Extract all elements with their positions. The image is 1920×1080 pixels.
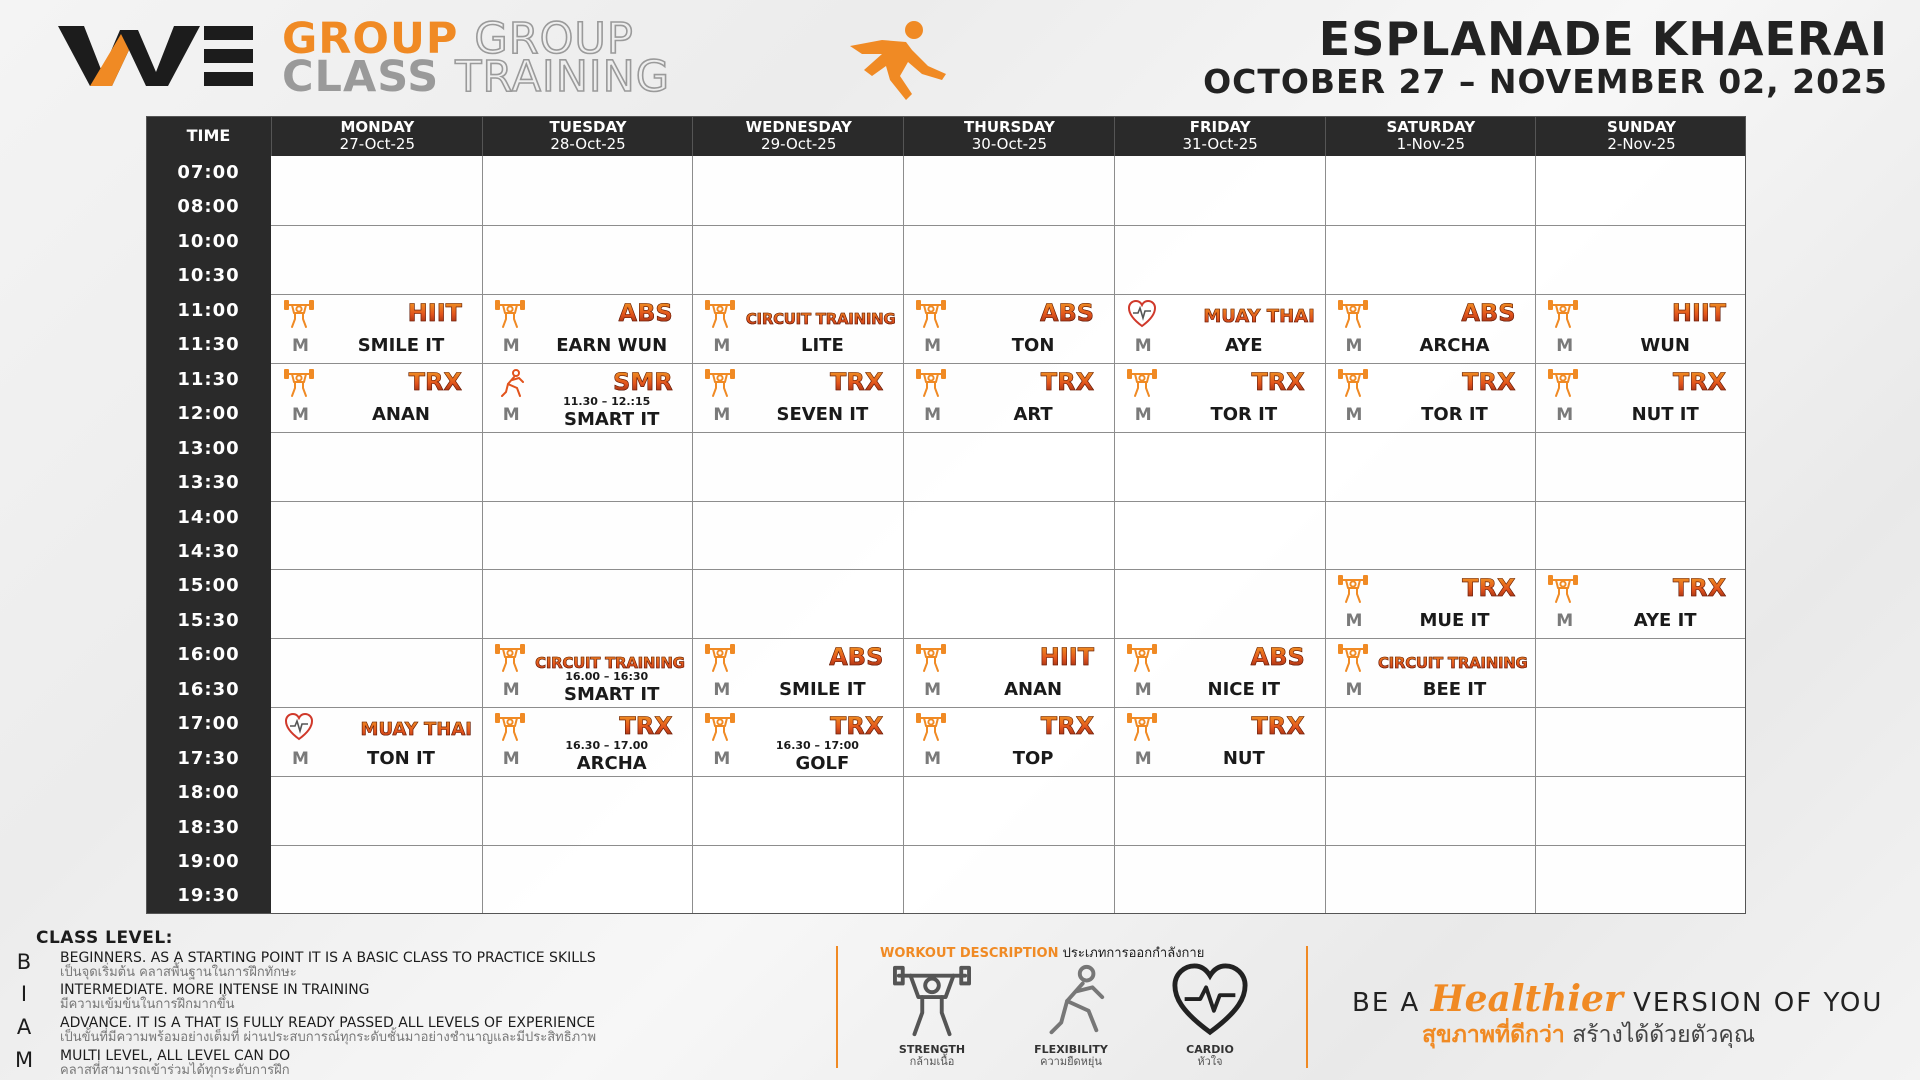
class-level: M	[924, 749, 942, 770]
time-slot-label: 13:00	[177, 437, 240, 459]
tagline-script: Healthier	[1430, 978, 1623, 1020]
class-level: M	[1134, 680, 1152, 701]
class-level-row	[12, 948, 792, 981]
class-level-description: BEGINNERS. AS A STARTING POINT IT IS A BASIC CLASS TO PRACTICE SKILLS	[60, 950, 596, 966]
class-entry[interactable]	[483, 708, 691, 776]
strength-icon	[1127, 643, 1157, 673]
class-level: M	[924, 404, 942, 425]
strength-icon	[916, 299, 946, 329]
class-level: M	[713, 680, 731, 701]
tagline-thai-rest: สร้างได้ด้วยตัวคุณ	[1572, 1022, 1756, 1048]
class-time-note: 16.00 – 16:30	[565, 670, 649, 684]
class-level: M	[1134, 404, 1152, 425]
class-trainer: SMART IT	[563, 408, 660, 430]
tagline-thai-accent: สุขภาพที่ดีกว่า	[1422, 1022, 1565, 1048]
strength-icon	[893, 962, 971, 1040]
flexibility-label-th: ความยืดหยุ่น	[1040, 1055, 1102, 1068]
time-slot-label: 16:30	[177, 678, 240, 700]
class-level-letter: A	[16, 1015, 32, 1039]
day-date: 2-Nov-25	[1607, 135, 1676, 153]
class-level: M	[924, 680, 942, 701]
title-group-orange: GROUP	[282, 14, 459, 64]
tagline-pre: BE A	[1352, 988, 1421, 1018]
class-name: TRX	[1040, 367, 1095, 396]
strength-icon	[495, 299, 525, 329]
day-name: FRIDAY	[1189, 118, 1251, 136]
title-group-outline: GROUP	[474, 14, 634, 64]
class-entry[interactable]	[693, 708, 901, 776]
day-date: 29-Oct-25	[761, 135, 837, 153]
class-entry[interactable]	[1115, 708, 1323, 776]
class-level: M	[1345, 404, 1363, 425]
class-entry[interactable]	[693, 639, 901, 707]
class-level: M	[713, 335, 731, 356]
time-slot-label: 14:30	[177, 540, 240, 562]
class-level-description: MULTI LEVEL, ALL LEVEL CAN DO	[60, 1048, 291, 1064]
class-trainer: SMILE IT	[357, 334, 445, 356]
class-level-title: CLASS LEVEL:	[36, 928, 173, 948]
workout-description-th: ประเภทการออกกำลังกาย	[1062, 946, 1205, 961]
class-level-description-th: มีความเข้มข้นในการฝึกมากขึ้น	[60, 997, 235, 1012]
strength-icon	[1338, 299, 1368, 329]
strength-icon	[284, 299, 314, 329]
day-name: MONDAY	[340, 118, 415, 136]
class-trainer: AYE	[1225, 334, 1263, 356]
time-slot-label: 13:30	[177, 472, 240, 494]
class-level-letter: M	[14, 1048, 34, 1072]
class-entry[interactable]	[483, 364, 691, 432]
legend-flexibility	[1011, 962, 1131, 1072]
class-entry[interactable]	[1115, 364, 1323, 432]
time-slot-label: 15:00	[177, 575, 240, 597]
class-trainer: TOR IT	[1421, 403, 1488, 425]
tagline-english	[1352, 978, 1883, 1020]
strength-icon	[1548, 574, 1578, 604]
strength-icon	[284, 368, 314, 398]
class-level-letter: I	[20, 982, 28, 1006]
class-level: M	[713, 404, 731, 425]
venue-name: ESPLANADE KHAERAI	[1318, 12, 1888, 66]
day-name: SUNDAY	[1607, 118, 1677, 136]
time-slot-label: 10:30	[177, 265, 240, 287]
class-name: ABS	[829, 643, 884, 672]
cardio-icon	[1127, 299, 1157, 329]
time-slot-label: 11:00	[177, 299, 240, 321]
class-entry[interactable]	[483, 295, 691, 363]
strength-icon	[705, 643, 735, 673]
we-logo	[58, 20, 253, 92]
class-time-note: 16.30 – 17.00	[565, 739, 649, 753]
legend-strength	[872, 962, 992, 1072]
strength-icon	[1338, 574, 1368, 604]
runner-icon	[842, 16, 952, 108]
time-column-header: TIME	[186, 126, 231, 145]
class-entry[interactable]	[693, 295, 901, 363]
schedule-table	[146, 116, 1746, 914]
class-level-description-th: คลาสที่สามารถเข้าร่วมได้ทุกระดับการฝึก	[60, 1063, 290, 1078]
strength-icon	[1127, 712, 1157, 742]
class-name: CIRCUIT TRAINING	[1378, 648, 1528, 678]
class-time-note: 11.30 – 12.:15	[563, 394, 651, 408]
class-trainer: TON IT	[367, 748, 435, 770]
strength-icon	[916, 643, 946, 673]
class-trainer: ANAN	[372, 403, 430, 425]
class-level: M	[502, 335, 520, 356]
class-level: M	[1556, 335, 1574, 356]
class-trainer: SEVEN IT	[776, 403, 869, 425]
class-name: TRX	[1251, 367, 1305, 396]
class-entry[interactable]	[1326, 364, 1534, 432]
class-entry[interactable]	[904, 364, 1112, 432]
class-level: M	[502, 749, 520, 770]
title-class: CLASS	[282, 52, 440, 102]
class-entry[interactable]	[1115, 639, 1323, 707]
class-name: ABS	[618, 298, 673, 327]
class-entry[interactable]	[1536, 295, 1744, 363]
day-name: WEDNESDAY	[745, 118, 852, 136]
class-trainer: MUE IT	[1419, 610, 1490, 632]
class-name: TRX	[1251, 712, 1305, 741]
class-trainer: NUT IT	[1631, 403, 1699, 425]
class-entry[interactable]	[483, 639, 691, 707]
flexibility-icon	[1032, 962, 1110, 1040]
legend-cardio	[1150, 962, 1270, 1072]
workout-description-en: WORKOUT DESCRIPTION	[880, 946, 1059, 961]
time-slot-label: 15:30	[177, 609, 240, 631]
class-level: M	[1345, 611, 1363, 632]
time-slot-label: 19:30	[177, 885, 240, 907]
strength-label-th: กล้ามเนื้อ	[909, 1055, 955, 1068]
class-level-row	[12, 980, 792, 1013]
time-slot-label: 08:00	[177, 196, 240, 218]
class-trainer: ARCHA	[1419, 334, 1490, 356]
class-trainer: WUN	[1640, 334, 1690, 356]
class-level: M	[502, 404, 520, 425]
time-slot-label: 14:00	[177, 506, 240, 528]
class-trainer: AYE IT	[1633, 610, 1697, 632]
time-slot-label: 17:00	[177, 713, 240, 735]
class-name: ABS	[1461, 298, 1516, 327]
strength-icon	[705, 299, 735, 329]
day-date: 31-Oct-25	[1182, 135, 1258, 153]
class-entry[interactable]	[1326, 639, 1534, 707]
class-entry[interactable]	[272, 364, 480, 432]
class-level: M	[292, 749, 309, 770]
class-name: TRX	[830, 712, 884, 741]
strength-label: STRENGTH	[898, 1043, 966, 1056]
class-name: MUAY THAI	[361, 715, 472, 745]
class-level: M	[1134, 749, 1152, 770]
time-slot-label: 18:00	[177, 782, 240, 804]
class-entry[interactable]	[1326, 570, 1534, 638]
program-title	[282, 12, 922, 102]
class-level: M	[1345, 335, 1363, 356]
class-name: ABS	[1250, 643, 1305, 672]
class-trainer: TOR IT	[1210, 403, 1278, 425]
class-trainer: ANAN	[1004, 679, 1063, 701]
tagline-thai	[1422, 1017, 1755, 1053]
class-level-letter: B	[16, 950, 32, 974]
class-entry[interactable]	[272, 295, 480, 363]
venue-info	[1203, 14, 1888, 100]
strength-icon	[1548, 299, 1578, 329]
class-level: M	[713, 749, 731, 770]
class-name: TRX	[1672, 367, 1727, 396]
class-entry[interactable]	[904, 639, 1112, 707]
class-name: CIRCUIT TRAINING	[746, 304, 896, 334]
class-entry[interactable]	[904, 295, 1112, 363]
flexibility-label: FLEXIBILITY	[1034, 1043, 1108, 1056]
class-level: M	[1134, 335, 1152, 356]
class-entry[interactable]	[272, 708, 480, 776]
class-name: CIRCUIT TRAINING	[535, 648, 685, 678]
time-slot-label: 17:30	[177, 747, 240, 769]
class-trainer: EARN WUN	[556, 334, 668, 356]
strength-icon	[705, 712, 735, 742]
cardio-label: CARDIO	[1186, 1043, 1234, 1056]
class-entry[interactable]	[1536, 364, 1744, 432]
class-name: TRX	[1672, 574, 1727, 603]
class-trainer: NUT	[1222, 748, 1265, 770]
class-level: M	[1345, 680, 1363, 701]
class-entry[interactable]	[904, 708, 1112, 776]
class-entry[interactable]	[1115, 295, 1323, 363]
class-level-description-th: เป็นจุดเริ่มต้น คลาสพื้นฐานในการฝึกทักษะ	[60, 965, 297, 980]
class-name: ABS	[1039, 298, 1095, 327]
flexibility-icon	[495, 368, 525, 398]
class-level-description: INTERMEDIATE. MORE INTENSE IN TRAINING	[60, 982, 370, 998]
class-level-description: ADVANCE. IT IS A THAT IS FULLY READY PASSED ALL LEVELS OF EXPERIENCE	[60, 1015, 596, 1031]
day-date: 27-Oct-25	[339, 135, 416, 153]
class-trainer: LITE	[801, 334, 844, 356]
tagline-post: VERSION OF YOU	[1633, 988, 1884, 1018]
class-level-row	[12, 1013, 792, 1046]
day-name: TUESDAY	[549, 118, 627, 136]
cardio-icon	[1171, 962, 1249, 1040]
strength-icon	[1338, 368, 1368, 398]
class-level: M	[1556, 611, 1574, 632]
footer-divider	[1306, 946, 1308, 1068]
class-name: HIIT	[407, 298, 462, 327]
class-time-note: 16.30 – 17:00	[775, 739, 859, 753]
class-trainer: BEE IT	[1422, 679, 1487, 701]
class-level: M	[1556, 404, 1574, 425]
strength-icon	[916, 712, 946, 742]
class-name: TRX	[830, 367, 884, 396]
class-name: TRX	[1462, 574, 1516, 603]
class-level-description-th: เป็นขั้นที่มีความพร้อมอย่างเต็มที่ ผ่านประสบการณ์ทุกระดับชั้นมาอย่างชำนาญและมีประสิทธิภาพ	[60, 1030, 597, 1045]
class-name: HIIT	[1671, 298, 1727, 327]
time-slot-label: 18:30	[177, 816, 240, 838]
class-trainer: ART	[1013, 403, 1053, 425]
strength-icon	[705, 368, 735, 398]
class-trainer: SMILE IT	[779, 679, 866, 701]
class-trainer: ARCHA	[576, 753, 647, 775]
class-level-row	[12, 1046, 792, 1079]
class-trainer: NICE IT	[1207, 679, 1281, 701]
class-level: M	[924, 335, 942, 356]
class-name: TRX	[1040, 712, 1095, 741]
strength-icon	[1338, 643, 1368, 673]
class-level: M	[502, 680, 520, 701]
class-name: TRX	[408, 367, 462, 396]
class-name: TRX	[1462, 367, 1516, 396]
date-range: OCTOBER 27 – NOVEMBER 02, 2025	[1203, 62, 1888, 101]
title-training-outline: TRAINING	[455, 52, 671, 102]
day-name: THURSDAY	[964, 118, 1055, 136]
class-trainer: TON	[1011, 334, 1055, 356]
strength-icon	[1548, 368, 1578, 398]
class-trainer: GOLF	[795, 753, 850, 775]
class-name: SMR	[613, 367, 673, 396]
class-level: M	[292, 335, 309, 356]
class-level: M	[292, 404, 309, 425]
class-trainer: TOP	[1012, 748, 1054, 770]
class-entry[interactable]	[1536, 570, 1744, 638]
footer-divider	[836, 946, 838, 1068]
time-slot-label: 11:30	[177, 334, 240, 356]
strength-icon	[916, 368, 946, 398]
table-border	[146, 116, 1746, 914]
class-name: HIIT	[1039, 643, 1095, 672]
day-date: 30-Oct-25	[971, 135, 1048, 153]
strength-icon	[495, 712, 525, 742]
class-name: TRX	[619, 712, 673, 741]
time-slot-label: 10:00	[177, 230, 240, 252]
workout-description-title	[880, 942, 1204, 963]
class-entry[interactable]	[1326, 295, 1534, 363]
time-slot-label: 16:00	[177, 644, 240, 666]
time-slot-label: 07:00	[177, 162, 240, 183]
cardio-label-th: หัวใจ	[1197, 1055, 1223, 1068]
day-name: SATURDAY	[1386, 118, 1476, 136]
strength-icon	[1127, 368, 1157, 398]
time-slot-label: 19:00	[177, 851, 240, 872]
strength-icon	[495, 643, 525, 673]
class-name: MUAY THAI	[1203, 302, 1314, 332]
class-trainer: SMART IT	[563, 684, 660, 706]
day-date: 1-Nov-25	[1396, 135, 1465, 153]
class-entry[interactable]	[693, 364, 901, 432]
time-slot-label: 11:30	[177, 368, 240, 390]
cardio-icon	[284, 712, 314, 742]
day-date: 28-Oct-25	[550, 135, 626, 153]
time-slot-label: 12:00	[177, 403, 240, 425]
